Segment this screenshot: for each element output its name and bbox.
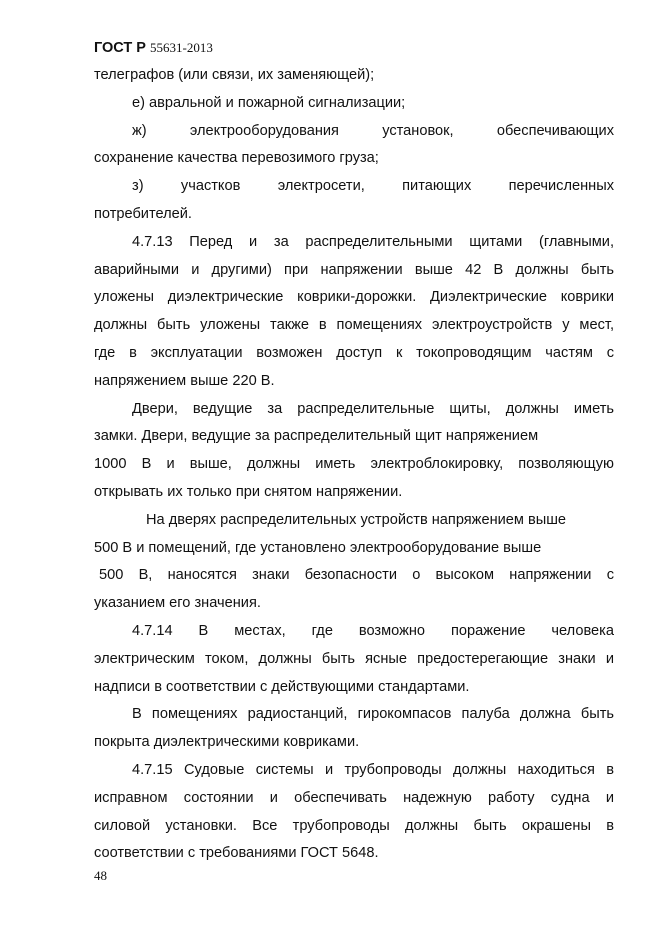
- text-line: уложены диэлектрические коврики-дорожки. Диэлектрические коврики: [94, 289, 614, 306]
- text-line: аварийными и другими) при напряжении выше 42 В должны быть: [94, 261, 614, 278]
- text-line: 1000 В и выше, должны иметь электроблокировку, позволяющую: [94, 456, 614, 473]
- text-line: з) участков электросети, питающих перечисленных: [132, 178, 614, 195]
- text-line: 4.7.14 В местах, где возможно поражение человека: [132, 622, 614, 639]
- document-header: [94, 40, 213, 56]
- text-line: электрическим током, должны быть ясные предостерегающие знаки и: [94, 650, 614, 667]
- text-line: надписи в соответствии с действующими стандартами.: [94, 678, 470, 695]
- text-line: открывать их только при снятом напряжении.: [94, 483, 403, 500]
- text-line: Двери, ведущие за распределительные щиты, должны иметь: [132, 400, 614, 417]
- text-line: потребителей.: [94, 205, 192, 222]
- page-number: 48: [94, 868, 107, 883]
- text-line: силовой установки. Все трубопроводы должны быть окрашены в: [94, 817, 614, 834]
- text-line: На дверях распределительных устройств напряжением выше: [146, 511, 567, 528]
- text-line: 500 В и помещений, где установлено электрооборудование выше: [94, 539, 542, 556]
- text-line: покрыта диэлектрическими ковриками.: [94, 734, 360, 751]
- text-line: 4.7.13 Перед и за распределительными щитами (главными,: [132, 233, 614, 250]
- text-line: е) авральной и пожарной сигнализации;: [132, 94, 406, 111]
- text-line: где в эксплуатации возможен доступ к токопроводящим частям с: [94, 344, 614, 361]
- text-line: сохранение качества перевозимого груза;: [94, 150, 379, 167]
- body-text: [94, 62, 614, 868]
- text-line: напряжением выше 220 В.: [94, 372, 275, 389]
- text-line: 500 В, наносятся знаки безопасности о высоком напряжении с: [99, 567, 614, 584]
- text-line: исправном состоянии и обеспечивать надежную работу судна и: [94, 789, 614, 806]
- text-line: замки. Двери, ведущие за распределительный щит напряжением: [94, 428, 539, 445]
- text-line: В помещениях радиостанций, гирокомпасов палуба должна быть: [132, 706, 614, 723]
- text-line: ж) электрооборудования установок, обеспечивающих: [132, 122, 614, 139]
- text-line: должны быть уложены также в помещениях электроустройств у мест,: [94, 317, 614, 334]
- standard-number: 55631-2013: [150, 40, 213, 55]
- text-line: указанием его значения.: [94, 595, 261, 612]
- text-line: 4.7.15 Судовые системы и трубопроводы должны находиться в: [132, 761, 614, 778]
- text-line: телеграфов (или связи, их заменяющей);: [94, 67, 375, 83]
- text-line: соответствии с требованиями ГОСТ 5648.: [94, 845, 379, 862]
- standard-label: ГОСТ Р: [94, 40, 146, 56]
